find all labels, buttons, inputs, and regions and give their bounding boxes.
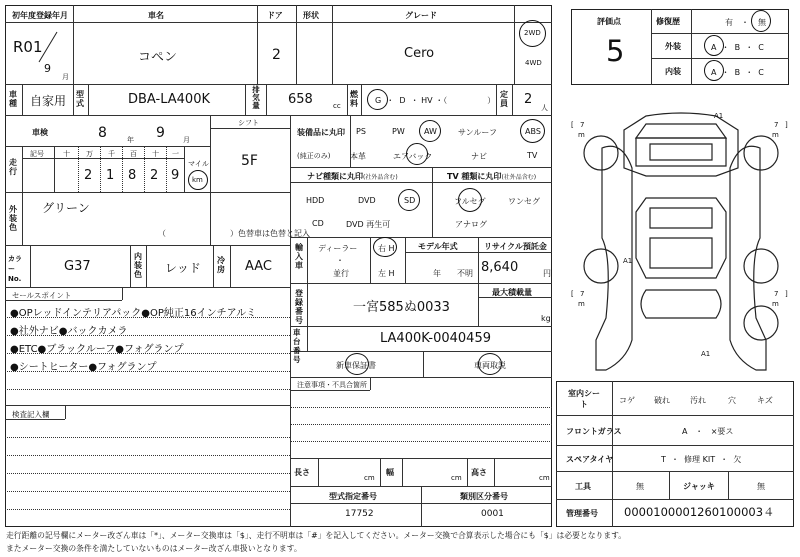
divider bbox=[402, 458, 403, 486]
interior-color-value: レッド bbox=[165, 261, 201, 275]
divider bbox=[122, 146, 123, 192]
bracket-seven: 7 bbox=[774, 121, 779, 129]
sales-point-item: ●ETC●ブラックルーフ●フォグランプ bbox=[10, 344, 184, 355]
mileage-digit: 2 bbox=[150, 168, 159, 183]
divider bbox=[307, 326, 308, 351]
mileage-symbol-label: 記号 bbox=[30, 150, 44, 158]
selection-circle bbox=[458, 188, 482, 212]
equipment-note: (純正のみ) bbox=[297, 152, 331, 160]
import-dealer: ディーラー bbox=[318, 244, 358, 253]
selection-circle bbox=[704, 35, 724, 56]
repair-label: 修復歴 bbox=[656, 17, 680, 26]
divider bbox=[78, 146, 79, 192]
first-reg-month: 9 bbox=[44, 62, 51, 75]
repair-yes: 有 bbox=[725, 18, 733, 27]
divider bbox=[257, 5, 258, 84]
notes-label: 注意事項・不具合箇所 bbox=[297, 381, 367, 389]
navi-item: SD bbox=[404, 196, 416, 205]
spare-tire-label: スペアタイヤ bbox=[566, 455, 614, 464]
interior-damage-item: 破れ bbox=[654, 396, 670, 405]
sales-points-label: セールスポイント bbox=[12, 291, 72, 300]
sales-point-item: ●シートヒーター●フォグランプ bbox=[10, 362, 157, 373]
divider bbox=[728, 471, 729, 499]
divider bbox=[691, 9, 692, 85]
car-name: コペン bbox=[138, 50, 178, 65]
tv-note: (社外品含む) bbox=[501, 174, 537, 181]
tv-item: フルセグ bbox=[454, 197, 486, 206]
tools-value: 無 bbox=[636, 482, 644, 491]
ac-value: AAC bbox=[245, 259, 272, 274]
bracket-m: m bbox=[578, 300, 585, 308]
mile-label: マイル bbox=[188, 160, 209, 168]
warranty-label: 新車保証書 bbox=[336, 361, 376, 370]
divider bbox=[332, 5, 333, 84]
interior-damage-item: 穴 bbox=[728, 396, 736, 405]
designation-label: 型式指定番号 bbox=[329, 492, 377, 501]
use-label: 車種 bbox=[9, 90, 17, 108]
interior-color-label: 内装色 bbox=[134, 252, 142, 279]
equipment-item: AW bbox=[424, 127, 437, 136]
recycle-value: 8,640 bbox=[481, 260, 519, 275]
equipment-item: PW bbox=[392, 127, 405, 136]
divider bbox=[651, 33, 789, 34]
max-load-label: 最大積載量 bbox=[492, 288, 532, 297]
equipment-item: ナビ bbox=[471, 152, 487, 161]
bracket-m: m bbox=[578, 131, 585, 139]
registration-label: 登録番号 bbox=[295, 289, 303, 325]
divider bbox=[184, 146, 185, 192]
divider bbox=[478, 283, 479, 326]
model-value: DBA-LA400K bbox=[128, 92, 210, 107]
divider bbox=[5, 287, 290, 288]
jack-value: 無 bbox=[757, 482, 765, 491]
divider bbox=[5, 389, 290, 390]
management-value: 0000100001260100003４ bbox=[624, 505, 775, 519]
divider bbox=[22, 84, 23, 115]
capacity-label: 定員 bbox=[500, 90, 508, 108]
model-year-unit: 年 bbox=[433, 269, 441, 278]
navi-header bbox=[307, 171, 398, 182]
car-name-label: 車名 bbox=[148, 11, 164, 20]
bracket-open: [ bbox=[571, 290, 574, 298]
navi-item: HDD bbox=[306, 196, 325, 205]
divider bbox=[307, 283, 308, 326]
mileage-digit: 1 bbox=[106, 168, 115, 183]
bracket-open: [ bbox=[571, 121, 574, 129]
divider bbox=[30, 245, 31, 287]
divider bbox=[144, 146, 145, 192]
selection-circle bbox=[478, 353, 502, 375]
divider bbox=[296, 5, 297, 84]
tv-label: TV 種類に丸印 bbox=[447, 172, 502, 181]
divider bbox=[290, 503, 552, 504]
divider bbox=[5, 473, 290, 474]
divider bbox=[210, 115, 211, 245]
divider bbox=[290, 237, 552, 238]
grade-label: グレード bbox=[405, 11, 437, 20]
digit-label: 千 bbox=[108, 150, 115, 158]
divider bbox=[405, 252, 552, 253]
model-year-label: モデル年式 bbox=[418, 242, 458, 251]
selection-circle bbox=[367, 89, 388, 110]
first-reg-era: R01 bbox=[13, 38, 43, 56]
damage-code: A1 bbox=[701, 350, 711, 358]
car-damage-diagram bbox=[566, 108, 796, 380]
divider bbox=[290, 182, 552, 183]
fuel-options: G ・ D ・ HV ・（ ） bbox=[375, 96, 496, 105]
inspection-year: 8 bbox=[98, 125, 107, 141]
divider bbox=[290, 351, 552, 352]
divider bbox=[5, 419, 65, 420]
month-unit: 月 bbox=[62, 73, 69, 81]
capacity-value: 2 bbox=[524, 92, 533, 107]
repair-no: 無 bbox=[758, 18, 766, 27]
divider bbox=[290, 377, 552, 378]
bracket-m: m bbox=[772, 131, 779, 139]
divider bbox=[361, 84, 362, 115]
divider bbox=[669, 471, 670, 499]
selection-circle bbox=[520, 119, 545, 143]
mileage-digit: 2 bbox=[84, 168, 93, 183]
divider bbox=[307, 237, 308, 283]
tv-item: ワンセグ bbox=[508, 197, 540, 206]
year-unit: 年 bbox=[127, 136, 134, 144]
divider bbox=[5, 300, 122, 301]
import-dot: ・ bbox=[336, 256, 344, 265]
exterior-label: 外装 bbox=[665, 42, 681, 51]
divider bbox=[100, 146, 101, 192]
cm-unit: cm bbox=[364, 474, 375, 482]
shift-label: シフト bbox=[238, 119, 259, 127]
rating-value: 5 bbox=[606, 34, 625, 68]
category-label: 類別区分番号 bbox=[460, 492, 508, 501]
equipment-item: サンルーフ bbox=[458, 128, 497, 137]
import-left-h: 左 H bbox=[378, 269, 395, 278]
model-label: 型式 bbox=[76, 90, 84, 108]
divider bbox=[290, 458, 552, 459]
color-label: 外装色 bbox=[9, 205, 17, 232]
selection-circle bbox=[345, 353, 369, 375]
divider bbox=[5, 405, 290, 406]
interior-damage-item: コゲ bbox=[619, 396, 635, 405]
person-unit: 人 bbox=[541, 104, 548, 112]
displacement-value: 658 bbox=[288, 92, 313, 107]
tv-item: アナログ bbox=[455, 220, 487, 229]
door-count: 2 bbox=[272, 47, 281, 63]
navi-label: ナビ種類に丸印 bbox=[307, 172, 363, 181]
divider bbox=[290, 115, 291, 527]
import-label: 輸入車 bbox=[295, 243, 303, 270]
divider bbox=[245, 84, 246, 115]
interior-damage-item: キズ bbox=[757, 396, 773, 405]
digit-label: 十 bbox=[152, 150, 159, 158]
divider bbox=[467, 458, 468, 486]
divider bbox=[405, 237, 406, 283]
divider bbox=[210, 128, 290, 129]
divider bbox=[421, 486, 422, 527]
drive-4wd: 4WD bbox=[525, 59, 542, 67]
divider bbox=[5, 245, 290, 246]
divider bbox=[512, 84, 513, 115]
divider bbox=[380, 458, 381, 486]
footer-note: 走行距離の記号欄にメーター改ざん車は「*」、メーター交換車は「$」、走行不明車は「#」を記入してください。メーター交換で合算表示した場合にも「$」は必要となります。 bbox=[6, 531, 627, 540]
import-right-h: 右 H bbox=[378, 244, 395, 253]
divider bbox=[556, 499, 794, 500]
divider bbox=[290, 424, 552, 425]
bracket-seven: 7 bbox=[580, 121, 585, 129]
divider bbox=[5, 509, 290, 510]
divider bbox=[496, 84, 497, 115]
footer-note: またメーター交換の条件を満たしていないものはメーター改ざん車扱いとなります。 bbox=[6, 544, 302, 553]
interior-grade: A ・ B ・ C bbox=[711, 68, 764, 77]
bracket-seven: 7 bbox=[580, 290, 585, 298]
first-reg-label: 初年度登録年月 bbox=[12, 11, 68, 20]
model-year-value: 不明 bbox=[457, 269, 473, 278]
drive-2wd: 2WD bbox=[524, 29, 541, 37]
spare-tire-value: T ・ 修理 KIT ・ 欠 bbox=[661, 455, 742, 464]
inspection-label: 車検 bbox=[32, 128, 48, 137]
length-label: 長さ bbox=[294, 468, 310, 477]
use-value: 自家用 bbox=[30, 94, 67, 108]
bracket-seven: 7 bbox=[774, 290, 779, 298]
divider bbox=[166, 146, 167, 192]
chassis-label: 車台番号 bbox=[293, 328, 301, 364]
color-value: グリーン bbox=[42, 201, 90, 215]
equipment-item: エアバック bbox=[393, 152, 433, 161]
divider bbox=[5, 115, 552, 116]
equipment-item: TV bbox=[527, 151, 538, 160]
tools-label: 工具 bbox=[575, 482, 591, 491]
shape-label: 形状 bbox=[303, 11, 319, 20]
tv-header bbox=[447, 171, 536, 182]
width-label: 幅 bbox=[386, 468, 394, 477]
divider bbox=[290, 407, 552, 408]
designation-value: 17752 bbox=[345, 509, 374, 519]
import-parallel: 並行 bbox=[333, 269, 349, 278]
color-no-label: カラーNo. bbox=[8, 255, 22, 283]
damage-code: A1 bbox=[623, 257, 633, 265]
manual-label: 車両取説 bbox=[474, 361, 506, 370]
divider bbox=[370, 377, 371, 390]
windshield-label: フロントガラス bbox=[566, 427, 622, 436]
bracket-m: m bbox=[772, 300, 779, 308]
rating-label: 評価点 bbox=[597, 17, 621, 26]
divider bbox=[122, 287, 123, 300]
divider bbox=[22, 146, 23, 192]
divider bbox=[651, 9, 652, 85]
recycle-label: リサイクル預託金 bbox=[484, 242, 547, 251]
kg-unit: kg bbox=[541, 314, 551, 323]
cm-unit: cm bbox=[451, 474, 462, 482]
divider bbox=[290, 283, 552, 284]
equipment-item: 本革 bbox=[350, 152, 366, 161]
chassis-value: LA400K-0040459 bbox=[380, 331, 491, 346]
divider bbox=[73, 5, 74, 84]
digit-label: 一 bbox=[172, 150, 179, 158]
navi-item: CD bbox=[312, 219, 324, 228]
divider bbox=[22, 192, 23, 245]
bracket-close: ] bbox=[785, 290, 788, 298]
cc-unit: cc bbox=[333, 102, 341, 110]
divider bbox=[5, 192, 290, 193]
interior-label: 内装 bbox=[665, 67, 681, 76]
divider bbox=[478, 237, 479, 283]
divider bbox=[290, 441, 552, 442]
divider bbox=[318, 458, 319, 486]
km-label: km bbox=[192, 176, 203, 184]
divider bbox=[22, 158, 184, 159]
digit-label: 万 bbox=[86, 150, 93, 158]
divider bbox=[5, 437, 290, 438]
color-no-value: G37 bbox=[64, 259, 91, 274]
sales-point-item: ●社外ナビ●バックカメラ bbox=[10, 326, 128, 337]
sales-point-item: ●OPレッドインテリアパック●OP純正16インチアルミ bbox=[10, 308, 257, 319]
divider bbox=[5, 491, 290, 492]
mileage-digit: 8 bbox=[128, 168, 137, 183]
selection-circle bbox=[373, 237, 397, 257]
navi-item: DVD 再生可 bbox=[346, 220, 391, 229]
divider bbox=[556, 471, 794, 472]
divider bbox=[290, 390, 370, 391]
height-label: 高さ bbox=[471, 468, 487, 477]
navi-note: (社外品含む) bbox=[363, 174, 398, 181]
divider bbox=[88, 84, 89, 115]
cm-unit: cm bbox=[539, 474, 550, 482]
divider bbox=[266, 84, 267, 115]
divider bbox=[290, 167, 552, 168]
selection-circle bbox=[419, 120, 441, 142]
door-label: ドア bbox=[267, 11, 283, 20]
month-unit: 月 bbox=[183, 136, 190, 144]
divider bbox=[290, 326, 552, 327]
selection-circle bbox=[406, 143, 428, 165]
divider bbox=[65, 405, 66, 419]
divider bbox=[5, 146, 210, 147]
recycle-unit: 円 bbox=[543, 269, 551, 278]
divider bbox=[146, 245, 147, 287]
divider bbox=[230, 245, 231, 287]
divider bbox=[130, 245, 131, 287]
bracket-close: ] bbox=[785, 121, 788, 129]
equipment-item: ABS bbox=[525, 127, 541, 136]
jack-label: ジャッキ bbox=[683, 482, 715, 491]
divider bbox=[556, 415, 794, 416]
divider bbox=[494, 458, 495, 486]
registration-value: 一宮585ぬ0033 bbox=[353, 300, 450, 315]
divider bbox=[432, 167, 433, 237]
interior-damage-item: 汚れ bbox=[690, 396, 706, 405]
selection-circle bbox=[751, 10, 771, 32]
divider bbox=[54, 146, 55, 192]
divider bbox=[423, 351, 424, 377]
mileage-digit: 9 bbox=[171, 168, 180, 183]
divider bbox=[5, 455, 290, 456]
interior-damage-label: 室内シート bbox=[568, 389, 600, 409]
color-note: （ ）色替車は色替と記入 bbox=[158, 229, 310, 238]
selection-circle bbox=[398, 189, 420, 211]
divider bbox=[514, 5, 515, 84]
divider bbox=[347, 84, 348, 115]
fuel-label: 燃料 bbox=[350, 90, 358, 108]
mileage-label: 走行 bbox=[9, 158, 17, 176]
divider bbox=[213, 245, 214, 287]
inspection-month: 9 bbox=[156, 125, 165, 141]
shift-value: 5F bbox=[241, 153, 258, 169]
digit-label: 百 bbox=[130, 150, 137, 158]
divider bbox=[651, 58, 789, 59]
digit-label: 十 bbox=[63, 150, 70, 158]
displacement-label: 排気量 bbox=[252, 85, 260, 110]
repair-dot: ・ bbox=[741, 18, 749, 27]
management-label: 管理番号 bbox=[566, 509, 598, 518]
equipment-label: 装備品に丸印 bbox=[297, 128, 345, 137]
divider bbox=[556, 445, 794, 446]
inspector-label: 検査記入欄 bbox=[12, 410, 50, 419]
exterior-grade: A ・ B ・ C bbox=[711, 43, 764, 52]
damage-code: A1 bbox=[714, 112, 724, 120]
navi-item: DVD bbox=[358, 196, 376, 205]
category-value: 0001 bbox=[481, 509, 504, 519]
equipment-item: PS bbox=[356, 127, 366, 136]
divider bbox=[5, 22, 552, 23]
slash-mark bbox=[35, 30, 59, 64]
divider bbox=[73, 84, 74, 115]
ac-label: 冷房 bbox=[217, 256, 225, 274]
selection-circle bbox=[704, 60, 724, 81]
divider bbox=[370, 237, 371, 283]
grade-value: Cero bbox=[404, 46, 435, 61]
windshield-value: A ・ ×要ス bbox=[682, 427, 734, 436]
